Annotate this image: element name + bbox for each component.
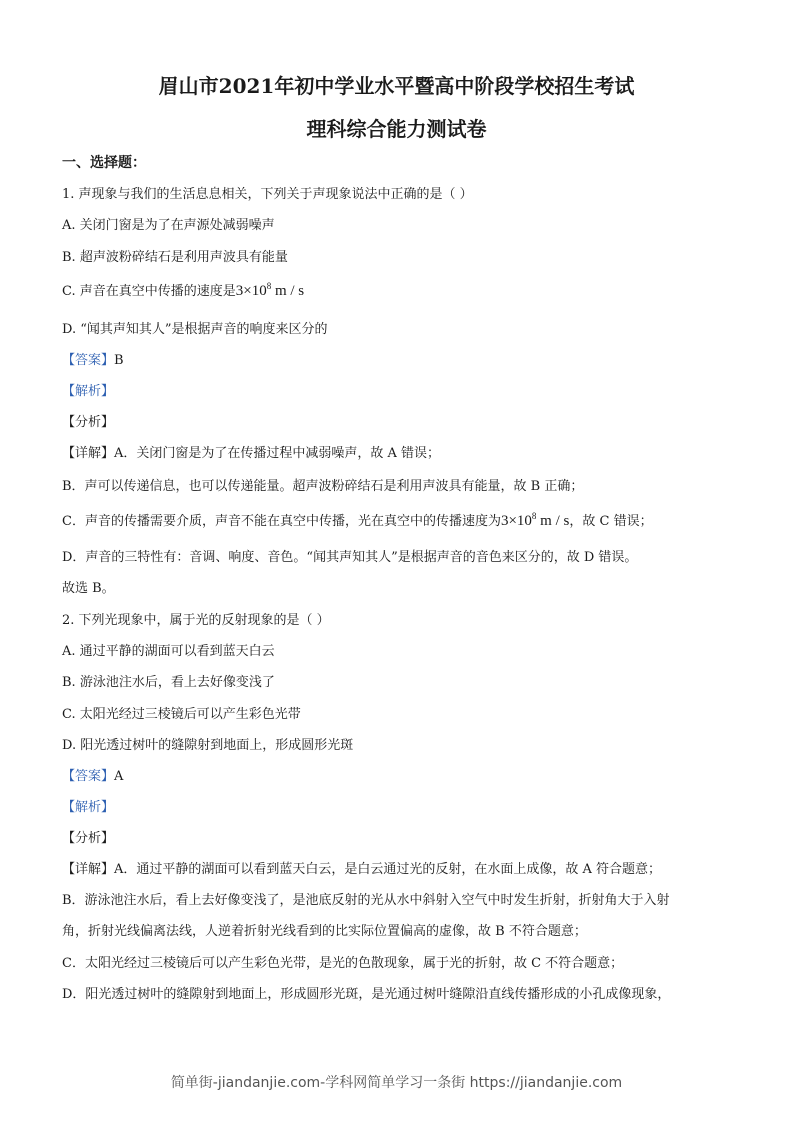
q1-detail-c-formula (501, 513, 569, 529)
formula-unit: m / s (274, 283, 305, 299)
formula-exponent: 8 (266, 281, 272, 291)
q1-detail-b: B．声可以传递信息，也可以传递能量。超声波粉碎结石是利用声波具有能量，故 B 正确； (62, 479, 584, 494)
q2-detail-b-2: 角，折射光线偏离法线，人逆着折射光线看到的比实际位置偏高的虚像，故 B 不符合题意； (62, 924, 587, 939)
formula-base: 3×10 (235, 283, 267, 299)
q2-detail-b-1: B．游泳池注水后，看上去好像变浅了，是池底反射的光从水中斜射入空气中时发生折射，折射角大于入射 (62, 893, 670, 908)
answer-value: A (114, 769, 124, 784)
answer-tag: 【答案】 (62, 353, 115, 368)
q2-option-a: A. 通过平静的湖面可以看到蓝天白云 (62, 644, 275, 659)
q1-detail-c-text: C．声音的传播需要介质，声音不能在真空中传播，光在真空中的传播速度为 (62, 514, 501, 529)
q1-answer (62, 349, 124, 368)
q1-detail-c (62, 510, 653, 530)
q1-stem: 1. 声现象与我们的生活息息相关，下列关于声现象说法中正确的是（ ） (62, 187, 473, 202)
q2-detail-a: 【详解】A．通过平静的湖面可以看到蓝天白云，是白云通过光的反射，在水面上成像，故 A 符合题意； (62, 862, 662, 877)
page-subtitle: 理科综合能力测试卷 (306, 117, 487, 141)
formula-unit: m / s (540, 513, 570, 529)
q2-option-d: D. 阳光透过树叶的缝隙射到地面上，形成圆形光斑 (62, 738, 354, 753)
q2-option-b: B. 游泳池注水后，看上去好像变浅了 (62, 675, 275, 690)
q1-option-d: D. “闻其声知其人”是根据声音的响度来区分的 (62, 322, 328, 337)
answer-value: B (114, 353, 124, 368)
q1-detail-c-end: ，故 C 错误； (569, 514, 653, 529)
q1-option-c-formula (236, 283, 304, 299)
section-heading: 一、选择题： (62, 155, 146, 171)
q1-conclusion: 故选 B。 (62, 581, 115, 596)
formula-base: 3×10 (500, 513, 532, 529)
formula-exponent: 8 (531, 511, 537, 521)
q2-detail-c: C．太阳光经过三棱镜后可以产生彩色光带，是光的色散现象，属于光的折射，故 C 不符合题意； (62, 956, 624, 971)
q2-detail-d: D．阳光透过树叶的缝隙射到地面上，形成圆形光斑，是光通过树叶缝隙沿直线传播形成的小孔成像现象， (62, 987, 671, 1002)
q1-detail-a: 【详解】A．关闭门窗是为了在传播过程中减弱噪声，故 A 错误； (62, 446, 441, 461)
q2-analysis-tag: 【解析】 (62, 800, 115, 815)
q1-option-c-text: C. 声音在真空中传播的速度是 (62, 284, 236, 299)
q1-option-c (62, 280, 304, 300)
answer-tag: 【答案】 (62, 769, 115, 784)
q1-fenxi: 【分析】 (62, 415, 115, 430)
q1-option-b: B. 超声波粉碎结石是利用声波具有能量 (62, 250, 288, 265)
q2-fenxi: 【分析】 (62, 831, 115, 846)
page-title: 眉山市2021年初中学业水平暨高中阶段学校招生考试 (158, 74, 635, 98)
q1-analysis-tag: 【解析】 (62, 384, 115, 399)
q1-detail-d: D．声音的三特性有：音调、响度、音色。“闻其声知其人”是根据声音的音色来区分的，故 D 错误。 (62, 550, 638, 565)
q2-stem: 2. 下列光现象中，属于光的反射现象的是（ ） (62, 613, 330, 628)
q2-answer (62, 765, 123, 784)
page-footer: 简单街-jiandanjie.com-学科网简单学习一条街 https://jiandanjie.com (170, 1075, 623, 1091)
q1-option-a: A. 关闭门窗是为了在声源处减弱噪声 (62, 218, 275, 233)
q2-option-c: C. 太阳光经过三棱镜后可以产生彩色光带 (62, 707, 301, 722)
